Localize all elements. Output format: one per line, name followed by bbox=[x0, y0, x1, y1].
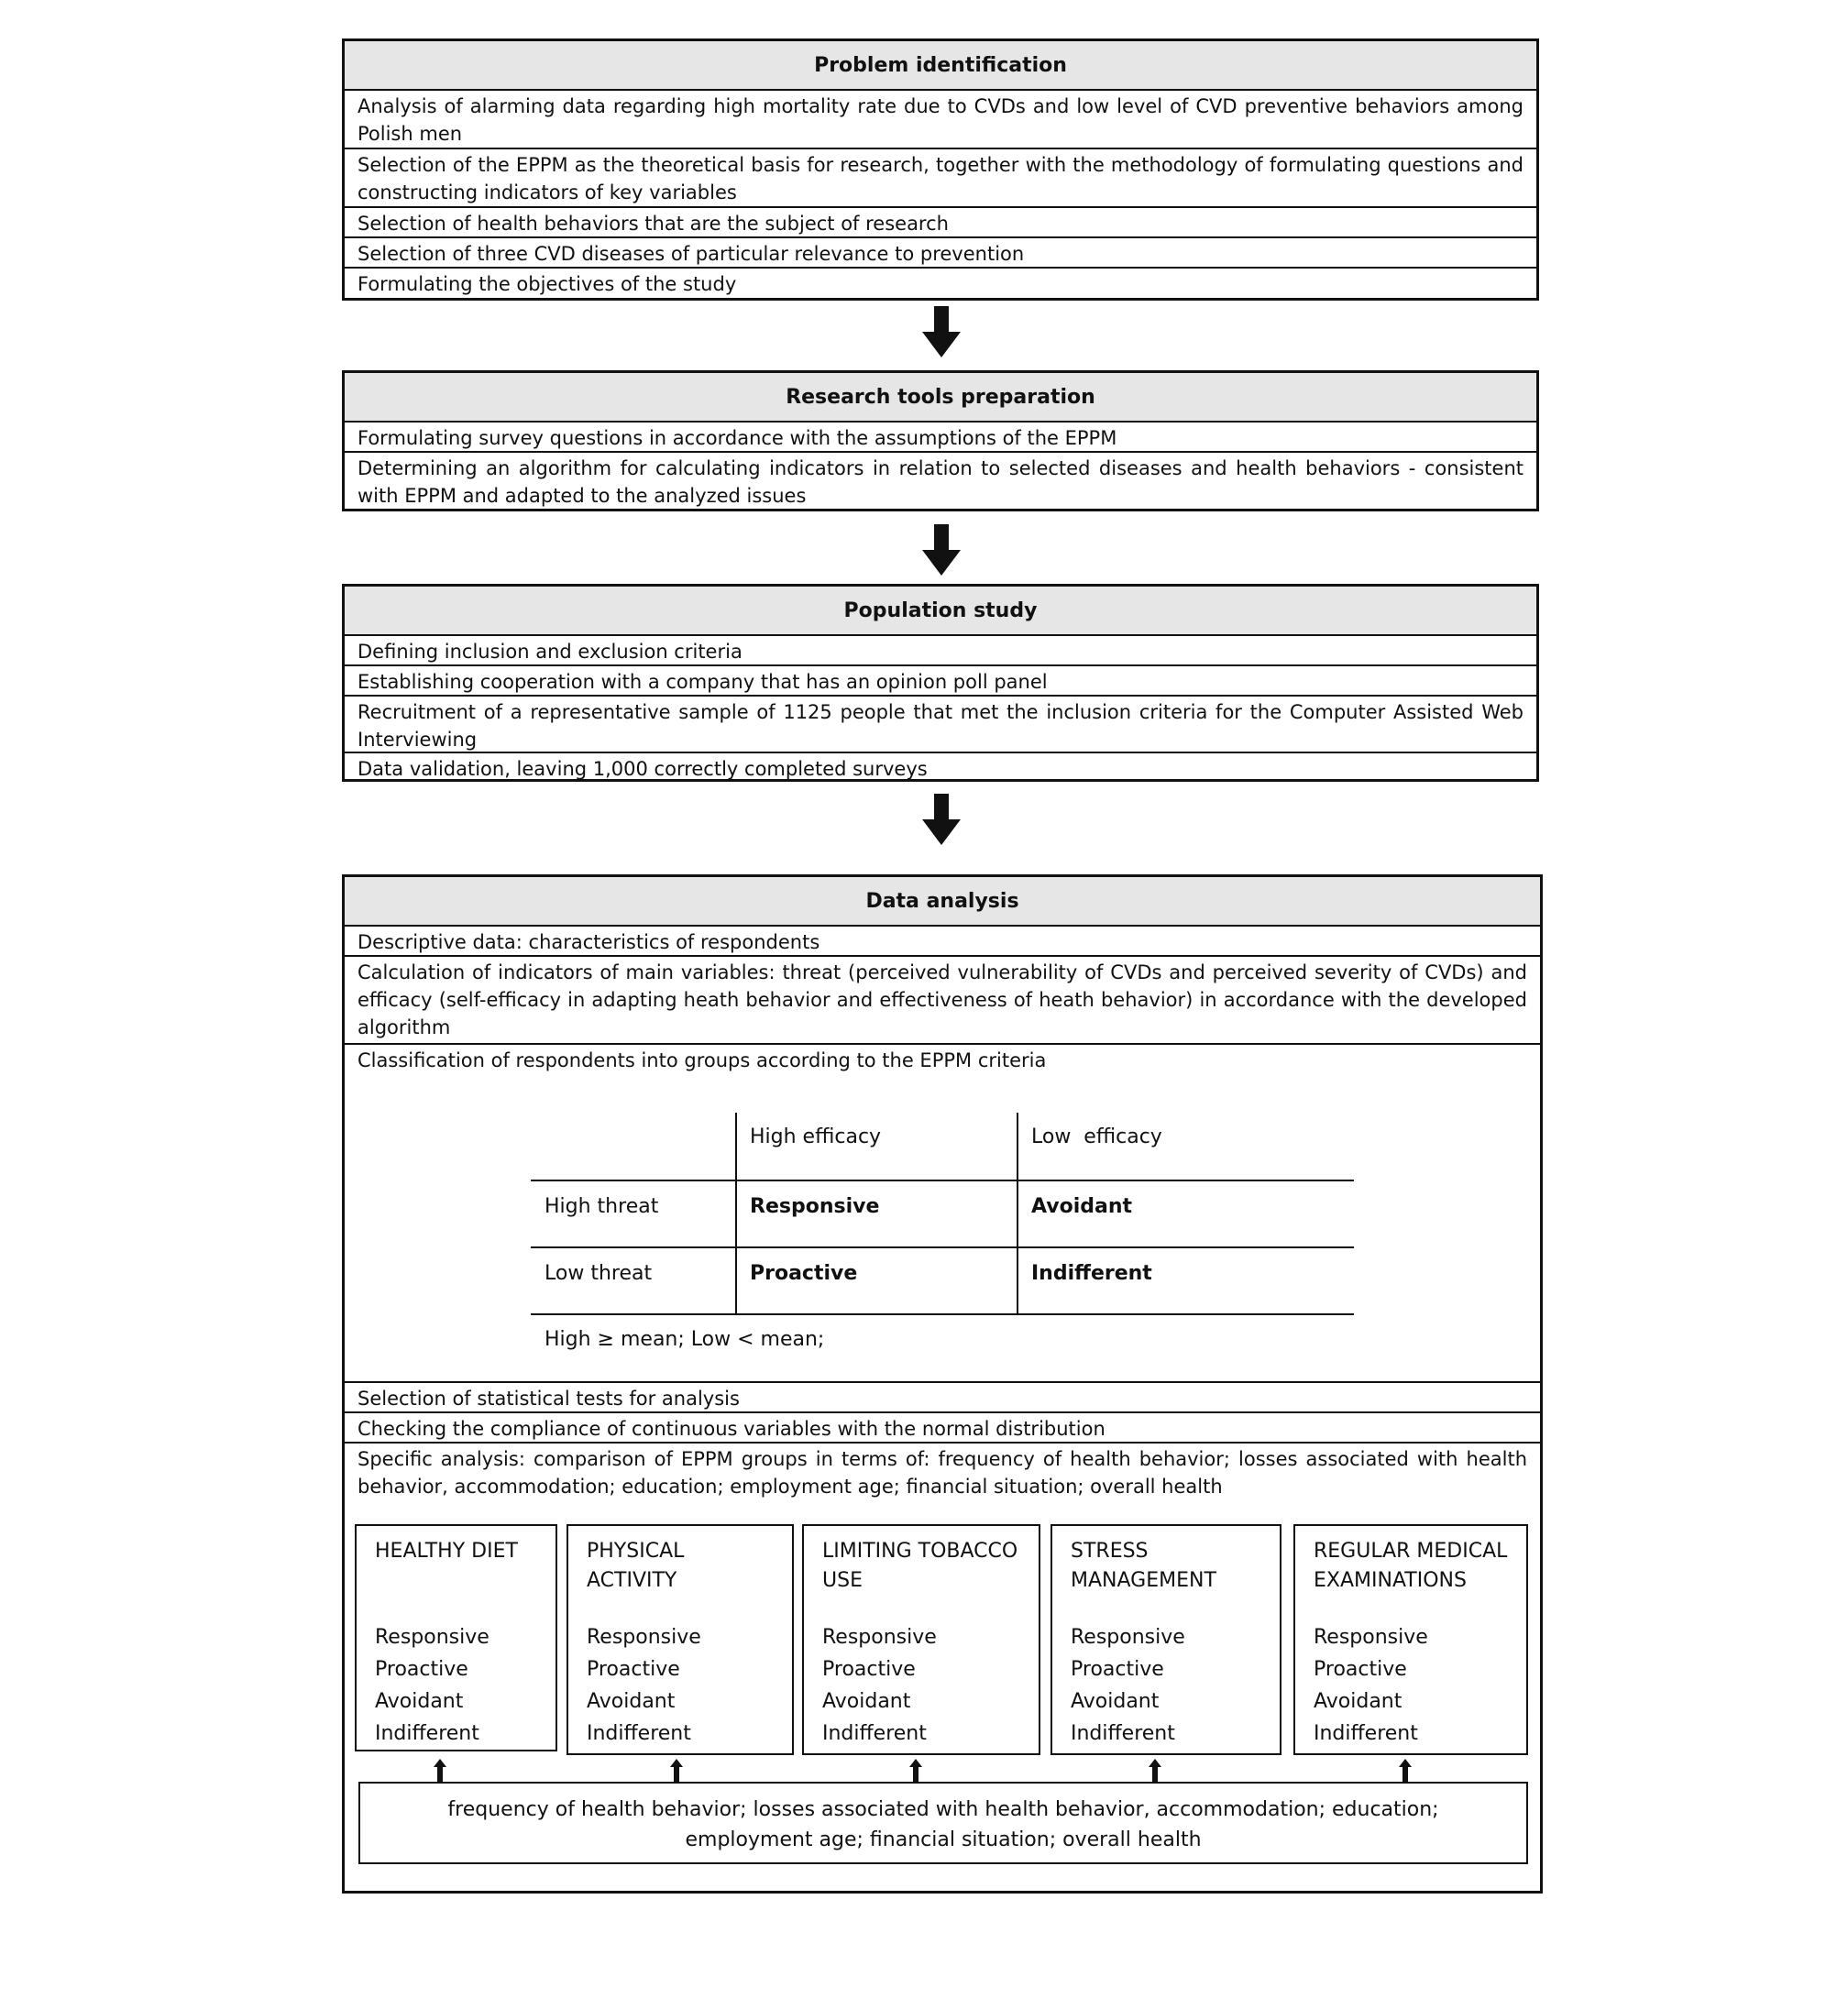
group-label: Proactive bbox=[587, 1658, 680, 1681]
grid-vline-2 bbox=[1017, 1113, 1018, 1314]
step-row: Selection of statistical tests for analysis bbox=[345, 1383, 1540, 1413]
step-row: Recruitment of a representative sample of 1125 people that met the inclusion criteria for the Computer Assisted Web Interviewing bbox=[345, 697, 1536, 753]
grid-hline-3 bbox=[531, 1313, 1354, 1315]
comparison-factors-box bbox=[358, 1782, 1528, 1864]
step-row: Determining an algorithm for calculating indicators in relation to selected diseases and health behaviors - consistent with EPPM and adapted to the analyzed issues bbox=[358, 457, 1524, 507]
section-population-study bbox=[342, 584, 1539, 782]
group-label: Proactive bbox=[1071, 1658, 1164, 1681]
up-arrow-icon bbox=[1399, 1759, 1412, 1783]
down-arrow-icon bbox=[922, 524, 961, 576]
behavior-title: REGULAR MEDICAL EXAMINATIONS bbox=[1314, 1540, 1508, 1592]
group-label: Responsive bbox=[587, 1626, 701, 1649]
section-research-tools bbox=[342, 370, 1539, 511]
up-arrow-icon bbox=[1149, 1759, 1161, 1783]
group-label: Proactive bbox=[1314, 1658, 1407, 1681]
classification-row bbox=[345, 1045, 1540, 1383]
grid-col-low-efficacy: Low efficacy bbox=[1031, 1125, 1162, 1148]
behavior-title: LIMITING TOBACCO USE bbox=[822, 1540, 1018, 1592]
behavior-box-limiting-tobacco bbox=[802, 1524, 1040, 1755]
step-text: Classification of respondents into groups according to the EPPM criteria bbox=[358, 1049, 1047, 1071]
up-arrow-icon bbox=[670, 1759, 683, 1783]
step-row: Calculation of indicators of main variables: threat (perceived vulnerability of CVDs and perceived severity of CVDs) and efficacy (self-efficacy in adapting heath behavior and effectiveness of heath behavior) in accordance with the developed algorithm bbox=[345, 957, 1540, 1045]
up-arrow-icon bbox=[434, 1759, 446, 1783]
grid-note: High ≥ mean; Low < mean; bbox=[544, 1328, 825, 1351]
behavior-box-healthy-diet bbox=[355, 1524, 557, 1751]
grid-row-high-threat: High threat bbox=[544, 1195, 659, 1218]
group-label: Avoidant bbox=[822, 1690, 911, 1713]
group-label: Responsive bbox=[1071, 1626, 1185, 1649]
section-title: Population study bbox=[345, 587, 1536, 636]
step-row: Descriptive data: characteristics of respondents bbox=[345, 927, 1540, 957]
group-label: Proactive bbox=[375, 1658, 468, 1681]
grid-hline-2 bbox=[531, 1246, 1354, 1248]
behavior-title: STRESS MANAGEMENT bbox=[1071, 1540, 1216, 1592]
group-label: Responsive bbox=[1314, 1626, 1428, 1649]
step-row: Selection of the EPPM as the theoretical basis for research, together with the methodology of formulating questions and constructing indicators of key variables bbox=[345, 149, 1536, 208]
step-row: Analysis of alarming data regarding high mortality rate due to CVDs and low level of CVD preventive behaviors among Polish men bbox=[345, 91, 1536, 149]
grid-row-low-threat: Low threat bbox=[544, 1262, 653, 1285]
step-row: Defining inclusion and exclusion criteria bbox=[345, 636, 1536, 666]
group-label: Avoidant bbox=[1314, 1690, 1402, 1713]
group-label: Indifferent bbox=[375, 1722, 479, 1745]
behavior-title: PHYSICAL ACTIVITY bbox=[587, 1540, 685, 1592]
section-title: Research tools preparation bbox=[345, 373, 1536, 423]
comparison-factors-text: frequency of health behavior; losses associated with health behavior, accommodation; education; employment age; financial situation; overall health bbox=[447, 1798, 1439, 1851]
behavior-title: HEALTHY DIET bbox=[375, 1540, 518, 1563]
step-row: Data validation, leaving 1,000 correctly completed surveys bbox=[358, 758, 928, 780]
group-label: Avoidant bbox=[587, 1690, 676, 1713]
behavior-box-physical-activity bbox=[566, 1524, 794, 1755]
grid-responsive: Responsive bbox=[750, 1195, 880, 1218]
down-arrow-icon bbox=[922, 306, 961, 357]
group-label: Indifferent bbox=[822, 1722, 927, 1745]
step-row: Selection of three CVD diseases of particular relevance to prevention bbox=[345, 238, 1536, 269]
step-row: Formulating the objectives of the study bbox=[358, 273, 737, 295]
group-label: Indifferent bbox=[1314, 1722, 1418, 1745]
behavior-box-stress-management bbox=[1050, 1524, 1282, 1755]
group-label: Avoidant bbox=[1071, 1690, 1160, 1713]
down-arrow-icon bbox=[922, 794, 961, 845]
group-label: Responsive bbox=[375, 1626, 490, 1649]
behavior-box-regular-medical bbox=[1293, 1524, 1528, 1755]
group-label: Indifferent bbox=[1071, 1722, 1175, 1745]
group-label: Indifferent bbox=[587, 1722, 691, 1745]
grid-proactive: Proactive bbox=[750, 1262, 858, 1285]
section-title: Data analysis bbox=[345, 877, 1540, 927]
group-label: Avoidant bbox=[375, 1690, 464, 1713]
step-row: Specific analysis: comparison of EPPM groups in terms of: frequency of health behavior; losses associated with health behavior, accommodation; education; employment age; financial situation; overall health bbox=[358, 1448, 1527, 1498]
section-problem-identification bbox=[342, 38, 1539, 301]
step-row: Establishing cooperation with a company that has an opinion poll panel bbox=[345, 666, 1536, 697]
up-arrow-icon bbox=[909, 1759, 922, 1783]
section-title: Problem identification bbox=[345, 41, 1536, 91]
step-row: Selection of health behaviors that are the subject of research bbox=[345, 208, 1536, 238]
grid-vline-1 bbox=[735, 1113, 737, 1314]
group-label: Responsive bbox=[822, 1626, 937, 1649]
grid-col-high-efficacy: High efficacy bbox=[750, 1125, 882, 1148]
grid-indifferent: Indifferent bbox=[1031, 1262, 1152, 1285]
step-row: Checking the compliance of continuous variables with the normal distribution bbox=[345, 1413, 1540, 1444]
grid-hline-1 bbox=[531, 1180, 1354, 1181]
group-label: Proactive bbox=[822, 1658, 916, 1681]
grid-avoidant: Avoidant bbox=[1031, 1195, 1133, 1218]
step-row: Formulating survey questions in accordance with the assumptions of the EPPM bbox=[345, 423, 1536, 453]
